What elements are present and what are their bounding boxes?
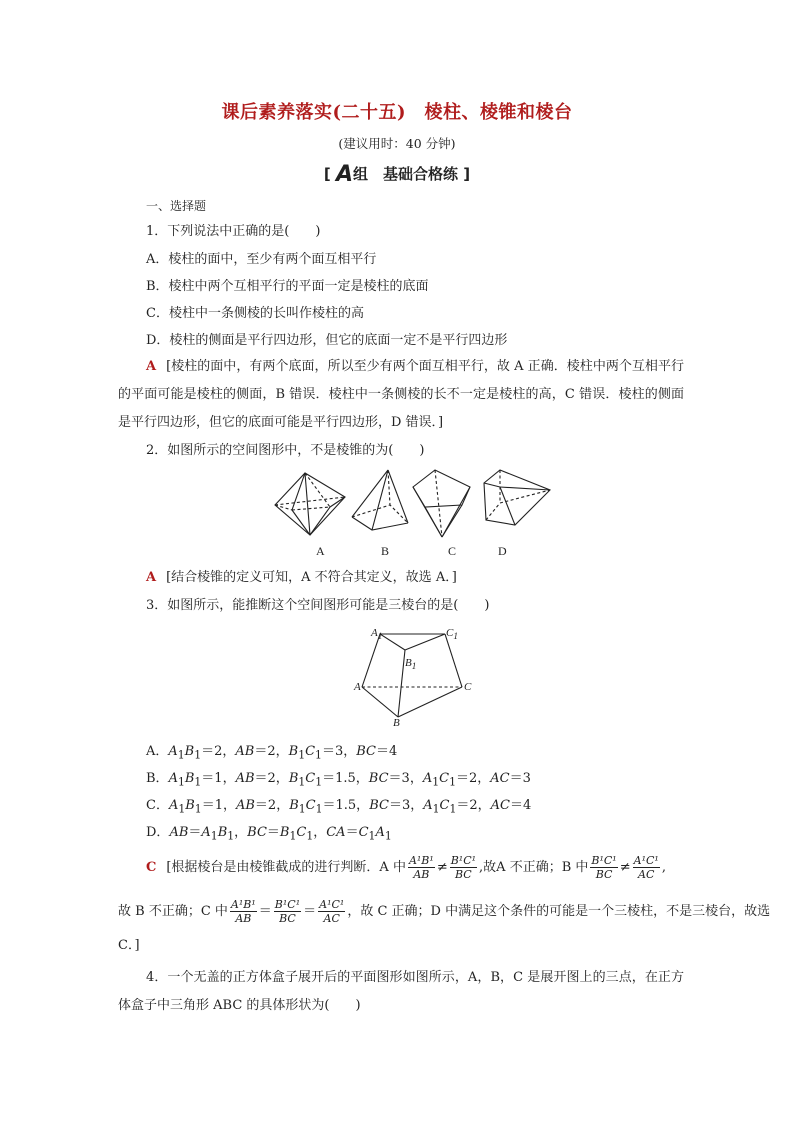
page-title: 课后素养落实(二十五) 棱柱、棱锥和棱台 bbox=[221, 102, 573, 123]
q2-figure-d-pyramid bbox=[484, 470, 550, 525]
q1-answer: A bbox=[146, 359, 157, 374]
q1-option-c: C．棱柱中一条侧棱的长叫作棱柱的高 bbox=[146, 306, 364, 321]
q3-option-b: B．$A_1B_1=1$，AB＝2，$B_1C_1=1.5$，BC＝3，$A_1C_1=2$，AC＝3 bbox=[146, 771, 531, 789]
q3-stem: 3．如图所示，能推断这个空间图形可能是三棱台的是( ) bbox=[146, 598, 490, 613]
q1-explanation: [棱柱的面中，有两个底面，所以至少有两个面互相平行，故 A 正确．棱柱中两个互相平行的平面可能是棱柱的侧面，B 错误．棱柱中一条侧棱的长不一定是棱柱的高，C 错误．棱柱的侧面是平行四边形，但它的底面可能是平行四边形，D 错误．] bbox=[118, 359, 684, 430]
time-hint: (建议用时：40 分钟) bbox=[338, 136, 456, 151]
q2-figure-a-octahedron bbox=[275, 473, 345, 535]
frac-b1c1-bc-3: $\frac{\text{B¹C¹}}{BC}$ bbox=[274, 898, 301, 925]
frac-b1c1-bc: $\frac{\text{B¹C¹}}{BC}$ bbox=[450, 854, 477, 881]
frac-a1c1-ac: $\frac{\text{A¹C¹}}{AC}$ bbox=[633, 854, 659, 881]
q1-option-a: A．棱柱的面中，至少有两个面互相平行 bbox=[146, 252, 377, 267]
q3-label-c1: $C_1$ bbox=[446, 627, 458, 642]
q2-label-c: C bbox=[448, 544, 457, 558]
q1-stem: 1．下列说法中正确的是( ) bbox=[146, 224, 321, 239]
q1-explanation-block bbox=[118, 353, 684, 437]
q4-stem: 4．一个无盖的正方体盒子展开后的平面图形如图所示，A，B，C 是展开图上的三点，在正方体盒子中三角形 ABC 的具体形状为( ) bbox=[118, 970, 684, 1013]
q3-label-b1: $B_1$ bbox=[405, 657, 417, 672]
q3-option-d: D．$AB=A_1B_1$，$BC=B_1C_1$，$CA=C_1A_1$ bbox=[146, 825, 392, 843]
frac-a1c1-ac-2: $\frac{\text{A¹C¹}}{AC}$ bbox=[319, 898, 345, 925]
q3-frustum-figure bbox=[340, 622, 480, 732]
frac-a1b1-ab-2: $\frac{\text{A¹B¹}}{AB}$ bbox=[230, 898, 256, 925]
q3-explanation-line2: 故 B 不正确；C 中 $\frac{\text{A¹B¹}}{AB}$ ＝ $\frac{\text{B¹C¹}}{BC}$ ＝ $\frac{\text{A¹C¹}}{AC}$ ，故 C 正确；D 中满足这个条件的可能是一个三棱柱，不是三棱台，故选 C．] bbox=[118, 898, 771, 953]
group-heading bbox=[0, 162, 794, 187]
group-letter: A bbox=[335, 162, 353, 187]
q2-label-b: B bbox=[381, 544, 390, 558]
q1-option-d: D．棱柱的侧面是平行四边形，但它的底面一定不是平行四边形 bbox=[146, 333, 508, 348]
q3-answer: C bbox=[146, 860, 157, 875]
q2-figure-c-pentagonal-pyramid bbox=[413, 470, 470, 537]
q2-explanation: [结合棱锥的定义可知，A 不符合其定义，故选 A．] bbox=[166, 570, 457, 585]
q2-answer: A bbox=[146, 570, 157, 585]
q1-option-b: B．棱柱中两个互相平行的平面一定是棱柱的底面 bbox=[146, 279, 429, 294]
group-bracket-open: [ bbox=[323, 165, 331, 183]
q3-label-c: C bbox=[464, 681, 472, 693]
frac-b1c1-bc-2: $\frac{\text{B¹C¹}}{BC}$ bbox=[591, 854, 617, 881]
q2-stem: 2．如图所示的空间图形中，不是棱锥的为( ) bbox=[146, 443, 425, 458]
q2-explanation-block bbox=[146, 568, 457, 588]
frac-a1b1-ab: $\frac{\text{A¹B¹}}{AB}$ bbox=[408, 854, 434, 881]
q3-option-c: C．$A_1B_1=1$，AB＝2，$B_1C_1=1.5$，BC＝3，$A_1C_1=2$，AC＝4 bbox=[146, 798, 532, 816]
group-bracket-close: ] bbox=[463, 165, 471, 183]
section-heading: 一、选择题 bbox=[146, 199, 207, 213]
q3-label-a1: $A_1$ bbox=[371, 627, 383, 642]
q2-label-d: D bbox=[498, 544, 507, 558]
q2-figures bbox=[270, 465, 560, 545]
q3-label-b: B bbox=[393, 717, 400, 729]
q2-label-a: A bbox=[316, 544, 325, 558]
group-name: 组 基础合格练 bbox=[353, 165, 459, 183]
q2-figure-b-pyramid bbox=[352, 470, 408, 530]
q3-label-a: A bbox=[354, 681, 361, 693]
q3-option-a: A．$A_1B_1=2$，AB＝2，$B_1C_1=3$，BC＝4 bbox=[146, 744, 398, 762]
q3-explanation-line1: C [根据棱台是由棱锥截成的进行判断．A 中 $\frac{\text{A¹B¹}}{AB}$ ≠ $\frac{\text{B¹C¹}}{BC}$ ,故A 不正确；B 中 $\frac{\text{B¹C¹}}{BC}$ ≠ $\frac{\text{A¹C¹}}{AC}$ , bbox=[146, 854, 666, 881]
